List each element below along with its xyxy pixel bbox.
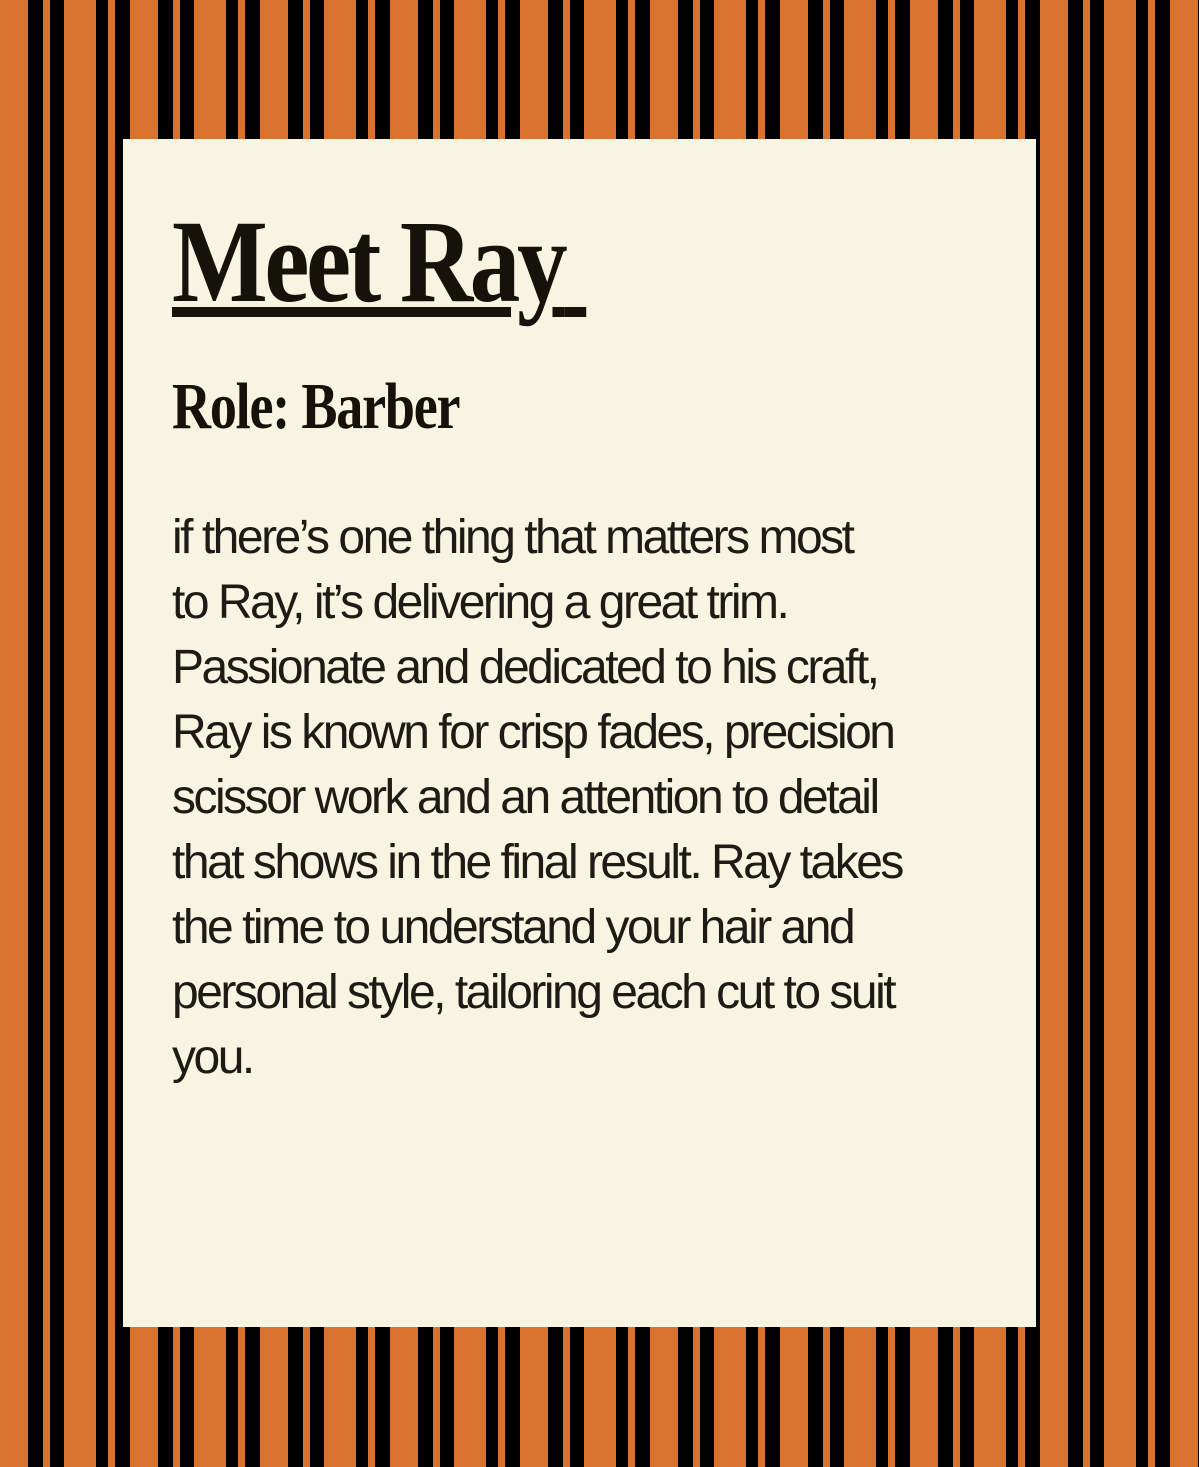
bio-line: that shows in the final result. Ray takes (172, 836, 902, 889)
bio-line: if there’s one thing that matters most (172, 511, 853, 564)
bio-line: to Ray, it’s delivering a great trim. (172, 576, 788, 629)
bio-paragraph (172, 505, 1012, 1090)
bio-line: scissor work and an attention to detail (172, 771, 878, 824)
bio-line: Ray is known for crisp fades, precision (172, 706, 894, 759)
page-title (172, 196, 586, 327)
page-title-text: Meet Ray (172, 196, 565, 327)
profile-card (123, 139, 1036, 1327)
bio-line: personal style, tailoring each cut to suit (172, 966, 895, 1019)
bio-line: Passionate and dedicated to his craft, (172, 641, 878, 694)
bio-line: you. (172, 1031, 253, 1084)
bio-line: the time to understand your hair and (172, 901, 854, 954)
role-heading: Role: Barber (172, 370, 460, 443)
